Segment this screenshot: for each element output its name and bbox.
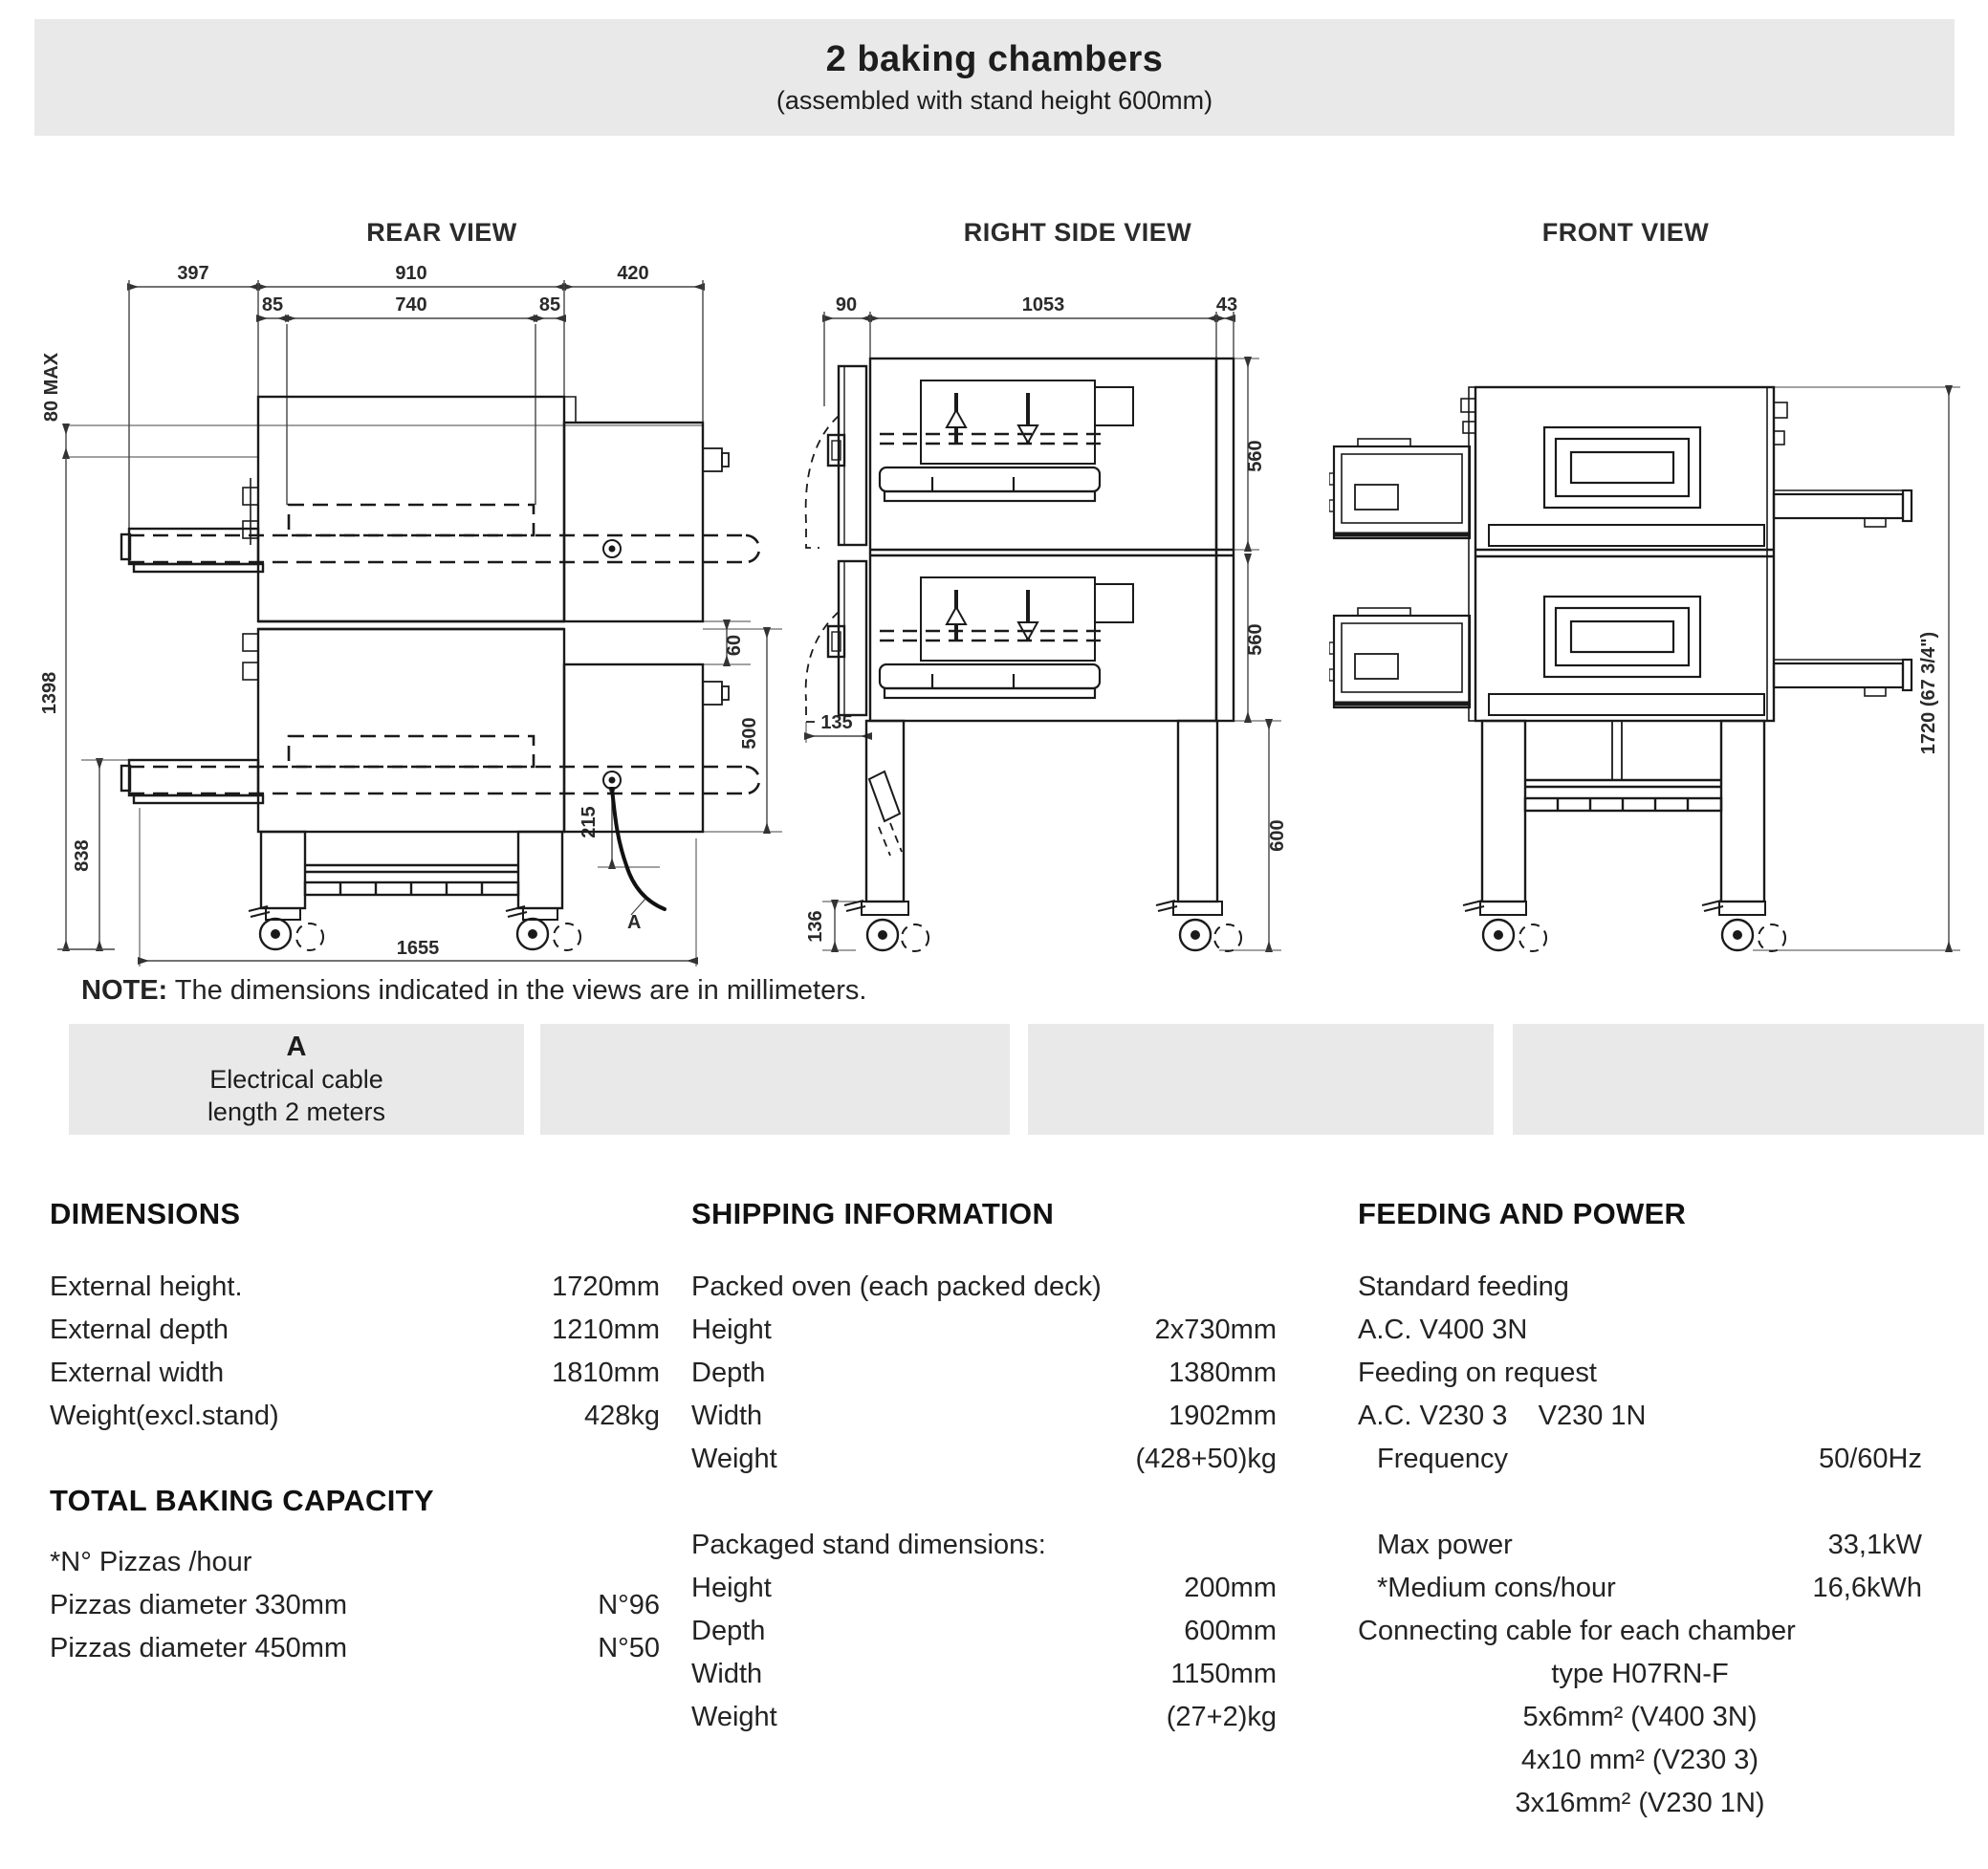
spec-row (691, 1315, 1277, 1358)
spec-label: Weight (691, 1702, 777, 1732)
dim-85a: 85 (261, 294, 284, 315)
legend-key: A (286, 1031, 307, 1062)
dim-1053: 1053 (1021, 294, 1065, 315)
dim-397: 397 (177, 263, 209, 284)
spec-row (50, 1358, 660, 1401)
feeding-line: A.C. V230 3 V230 1N (1358, 1401, 1647, 1431)
rear-dimension-lines (57, 280, 782, 967)
stand-dimensions-title: Packaged stand dimensions: (691, 1530, 1046, 1560)
rear-upper-extension (564, 423, 703, 621)
spec-row (691, 1358, 1277, 1401)
front-stand (1463, 721, 1785, 951)
spec-row (1358, 1530, 1922, 1573)
cable-line: Connecting cable for each chamber (1358, 1616, 1796, 1646)
spec-row (50, 1315, 660, 1358)
side-conveyor-trays (880, 467, 1100, 698)
spec-label: External height. (50, 1271, 243, 1302)
spec-row (50, 1401, 660, 1444)
shipping-title: SHIPPING INFORMATION (691, 1197, 1055, 1230)
dim-85b: 85 (538, 294, 561, 315)
spec-value: (428+50)kg (1135, 1444, 1277, 1474)
spec-label: Width (691, 1401, 763, 1431)
spec-label: Pizzas diameter 450mm (50, 1633, 348, 1663)
dim-90: 90 (835, 294, 858, 315)
spec-value: 1150mm (1170, 1659, 1277, 1689)
front-windows (1544, 427, 1700, 677)
spec-label: Height (691, 1573, 772, 1603)
front-view-drawing (1329, 244, 1979, 985)
spec-row (691, 1573, 1277, 1616)
dim-910: 910 (395, 263, 427, 284)
spec-value: 2x730mm (1154, 1315, 1277, 1345)
cable-spec: 5x6mm² (V400 3N) (1522, 1702, 1758, 1732)
front-control-panels (1329, 439, 1470, 707)
spec-value: 200mm (1184, 1573, 1277, 1603)
dim-1398: 1398 (39, 671, 60, 715)
feeding-title: FEEDING AND POWER (1358, 1197, 1687, 1230)
header-band (34, 19, 1955, 136)
rear-dashed-openings (129, 505, 759, 793)
front-oven-body (1329, 387, 1912, 721)
side-casters (844, 901, 1241, 951)
cable-spec: 3x16mm² (V230 1N) (1515, 1788, 1765, 1818)
front-casters (1463, 901, 1785, 951)
side-oven-body (828, 359, 1234, 721)
dimensions-column (50, 1195, 660, 1676)
dim-1720: 1720 (67 3/4") (1918, 631, 1939, 755)
spec-row (50, 1590, 660, 1633)
note-label: NOTE: (81, 975, 168, 1006)
spec-label: *Medium cons/hour (1377, 1573, 1616, 1603)
rear-view-title: REAR VIEW (366, 218, 517, 247)
legend-box-empty-1 (540, 1024, 1010, 1135)
dim-43: 43 (1215, 294, 1238, 315)
dimensions-title: DIMENSIONS (50, 1197, 241, 1230)
note-text: The dimensions indicated in the views are in millimeters. (167, 975, 867, 1006)
spec-row (50, 1547, 660, 1590)
rear-view-drawing (38, 244, 794, 985)
rear-dimension-labels (39, 263, 760, 959)
feeding-line: Standard feeding (1358, 1271, 1569, 1302)
spec-value: 16,6kWh (1812, 1573, 1922, 1603)
dim-215: 215 (579, 806, 600, 838)
rear-knobs (703, 448, 729, 705)
spec-value: 1210mm (552, 1315, 660, 1345)
front-view-title: FRONT VIEW (1541, 218, 1710, 247)
legend-line2: length 2 meters (207, 1097, 386, 1126)
feeding-line: Feeding on request (1358, 1358, 1597, 1388)
dim-80max: 80 MAX (41, 352, 62, 423)
side-doors (828, 366, 866, 715)
rear-stand (249, 832, 580, 950)
spec-label: Weight(excl.stand) (50, 1401, 279, 1431)
spec-row (691, 1444, 1277, 1487)
shipping-column (691, 1195, 1277, 1745)
spec-value: N°96 (598, 1590, 660, 1620)
shipping-intro: Packed oven (each packed deck) (691, 1271, 1102, 1302)
dim-420: 420 (617, 263, 649, 284)
dim-740: 740 (395, 294, 427, 315)
rear-lower-chamber (258, 629, 564, 832)
dim-838: 838 (72, 839, 93, 872)
spec-value: 50/60Hz (1818, 1444, 1922, 1474)
spec-row (50, 1271, 660, 1315)
spec-label: External depth (50, 1315, 229, 1345)
dim-560-lower: 560 (1245, 623, 1266, 656)
page-title: 2 baking chambers (825, 39, 1164, 79)
spec-label: Max power (1377, 1530, 1513, 1560)
feeding-column (1358, 1195, 1922, 1831)
cable-type: type H07RN-F (1551, 1659, 1729, 1689)
spec-label: Pizzas diameter 330mm (50, 1590, 348, 1620)
spec-label: Depth (691, 1358, 766, 1388)
dim-1655: 1655 (396, 938, 440, 959)
dim-60: 60 (724, 634, 745, 657)
legend-box-empty-3 (1513, 1024, 1984, 1135)
spec-value: 1902mm (1169, 1401, 1277, 1431)
dim-500: 500 (739, 717, 760, 750)
side-view-title: RIGHT SIDE VIEW (963, 218, 1192, 247)
front-conveyors (1774, 490, 1912, 696)
spec-value: 1380mm (1169, 1358, 1277, 1388)
spec-value: N°50 (598, 1633, 660, 1663)
door-swing-arcs (806, 416, 839, 722)
spec-row (691, 1659, 1277, 1702)
legend-box-empty-2 (1028, 1024, 1494, 1135)
spec-value: 33,1kW (1827, 1530, 1922, 1560)
hanging-handle (869, 772, 902, 856)
spec-row (50, 1633, 660, 1676)
legend-box-cable (69, 1024, 524, 1135)
spec-label: Frequency (1377, 1444, 1509, 1474)
airflow-arrows (947, 393, 1038, 640)
dim-600: 600 (1267, 819, 1288, 852)
baking-title: TOTAL BAKING CAPACITY (50, 1484, 434, 1517)
dim-136: 136 (805, 910, 826, 943)
rear-conveyor-stubs (121, 529, 621, 803)
cable-callout-label: A (627, 912, 642, 933)
cable-spec: 4x10 mm² (V230 3) (1520, 1745, 1759, 1775)
dim-135: 135 (820, 712, 853, 733)
spec-label: Depth (691, 1616, 766, 1646)
spec-label: External width (50, 1358, 225, 1388)
spec-value: 1810mm (552, 1358, 660, 1388)
spec-value: (27+2)kg (1166, 1702, 1277, 1732)
spec-label: Weight (691, 1444, 777, 1474)
rear-upper-chamber (258, 397, 564, 621)
spec-row (1358, 1444, 1922, 1487)
power-cable (612, 789, 665, 915)
feeding-line: A.C. V400 3N (1358, 1315, 1528, 1345)
side-dashed-openings (880, 434, 1103, 641)
spec-value: 600mm (1184, 1616, 1277, 1646)
note-line (81, 975, 866, 1007)
page-subtitle: (assembled with stand height 600mm) (776, 86, 1213, 115)
spec-row (691, 1616, 1277, 1659)
spec-label: Height (691, 1315, 772, 1345)
spec-label: *N° Pizzas /hour (50, 1547, 252, 1577)
side-stand (844, 721, 1241, 951)
spec-row (691, 1401, 1277, 1444)
spec-label: Width (691, 1659, 763, 1689)
spec-row (691, 1702, 1277, 1745)
spec-value: 428kg (583, 1401, 660, 1431)
dim-560-upper: 560 (1245, 440, 1266, 472)
side-view-drawing (798, 244, 1291, 985)
spec-row (1358, 1573, 1922, 1616)
legend-line1: Electrical cable (209, 1064, 383, 1094)
spec-value: 1720mm (552, 1271, 660, 1302)
